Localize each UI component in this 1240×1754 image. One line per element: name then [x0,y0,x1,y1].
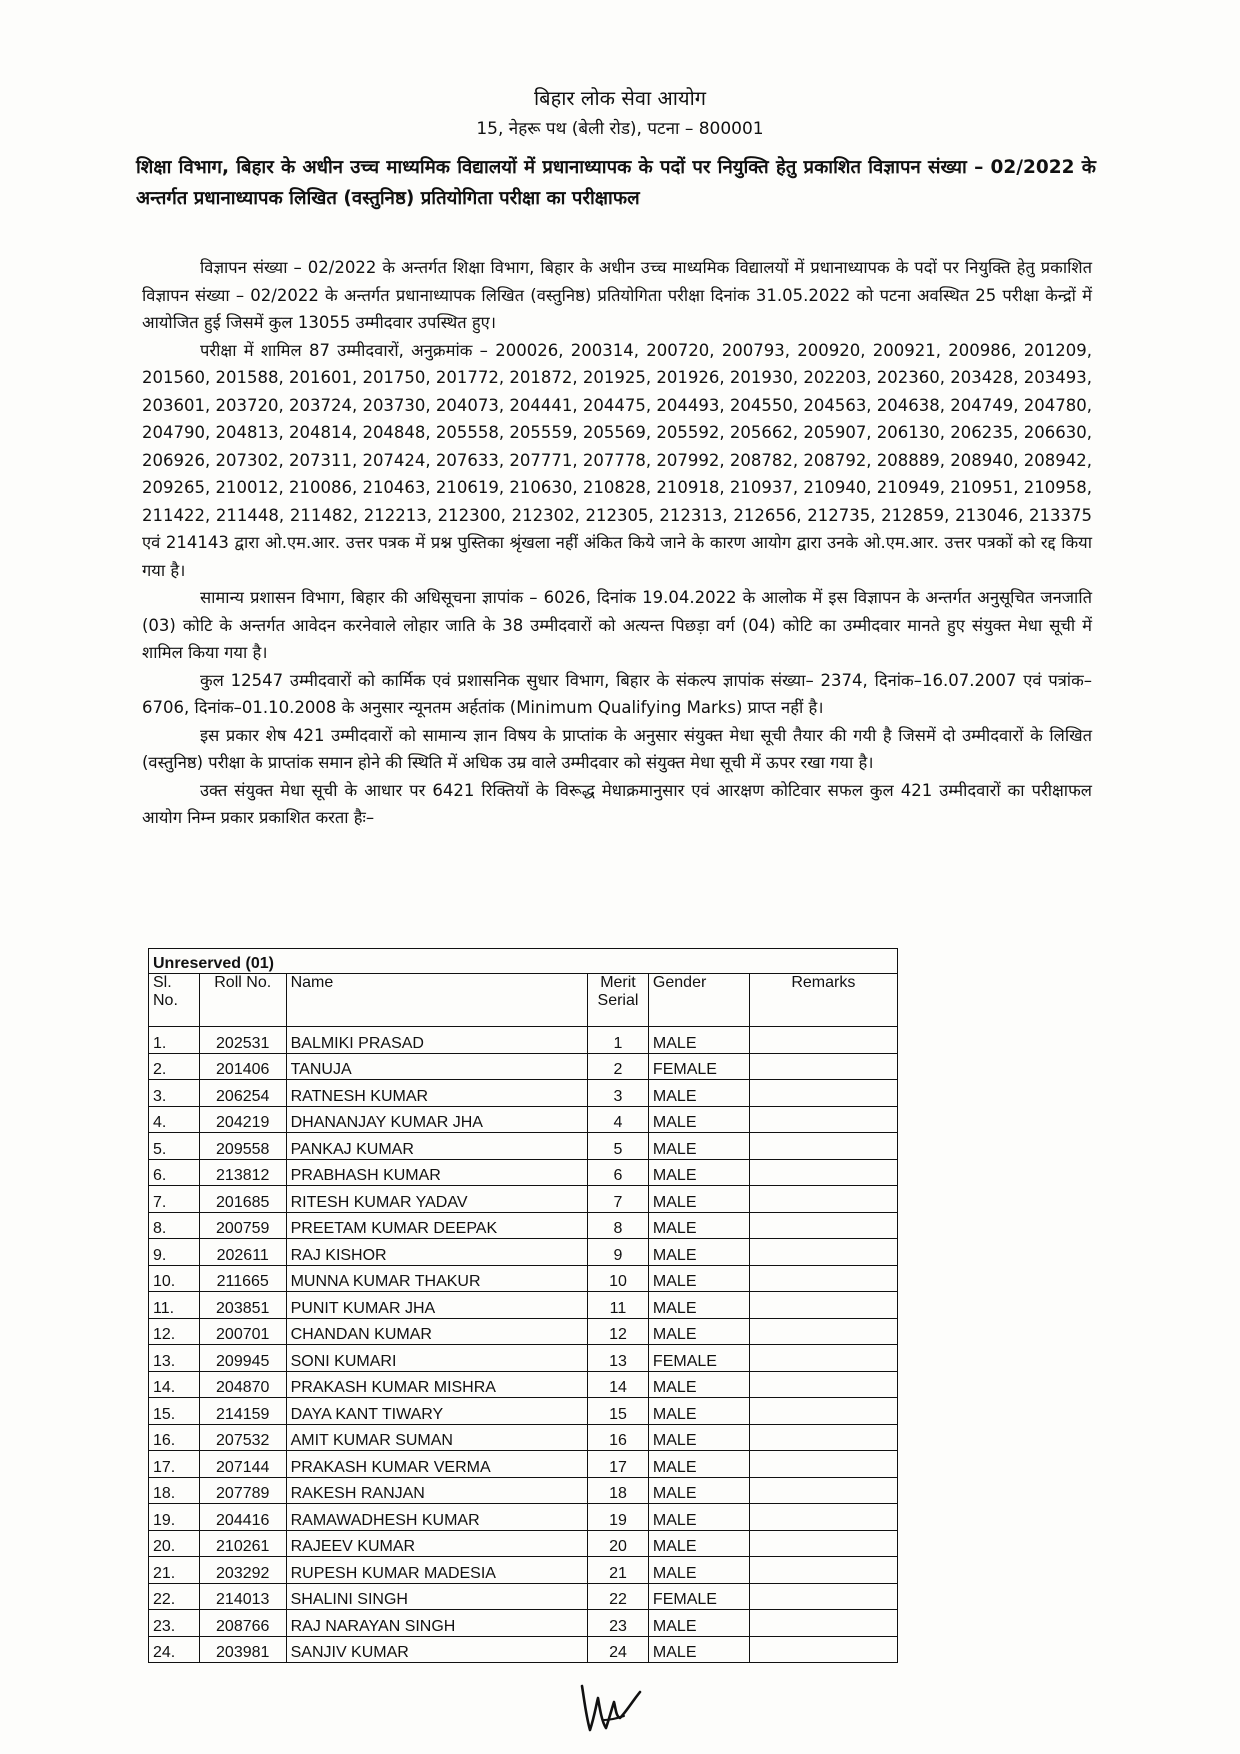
table-row [149,1371,898,1398]
result-table-container [148,948,898,1663]
merit-cell: 14 [588,1371,649,1398]
name-cell: PRAKASH KUMAR VERMA [286,1451,587,1478]
col-header-sl: Sl. No. [149,974,200,1027]
remarks-cell [749,1318,897,1345]
remarks-cell [749,1186,897,1213]
name-cell: SANJIV KUMAR [286,1636,587,1663]
roll-cell: 209945 [199,1345,286,1372]
merit-cell: 12 [588,1318,649,1345]
gender-cell: MALE [648,1080,749,1107]
sl-cell: 19. [149,1504,200,1531]
sl-cell: 2. [149,1053,200,1080]
table-body [149,1027,898,1663]
name-cell: AMIT KUMAR SUMAN [286,1424,587,1451]
name-cell: SHALINI SINGH [286,1583,587,1610]
roll-cell: 207532 [199,1424,286,1451]
merit-cell: 11 [588,1292,649,1319]
table-row [149,1053,898,1080]
roll-cell: 200759 [199,1212,286,1239]
table-row [149,1398,898,1425]
sl-cell: 20. [149,1530,200,1557]
col-header-remarks: Remarks [749,974,897,1027]
name-cell: PANKAJ KUMAR [286,1133,587,1160]
merit-cell: 19 [588,1504,649,1531]
roll-cell: 214013 [199,1583,286,1610]
name-cell: TANUJA [286,1053,587,1080]
table-row [149,1451,898,1478]
table-row [149,1212,898,1239]
remarks-cell [749,1106,897,1133]
paragraph-4: कुल 12547 उम्मीदवारों को कार्मिक एवं प्रशासनिक सुधार विभाग, बिहार के संकल्प ज्ञापांक संख्या– 2374, दिनांक–16.07.2007 एवं पत्रांक– 6706, दिनांक–01.10.2008 के अनुसार न्यूनतम अर्हतांक (Minimum Qualifying Marks) प्राप्त नहीं है। [142,670,1092,717]
col-header-merit: Merit Serial [588,974,649,1027]
roll-cell: 206254 [199,1080,286,1107]
roll-cell: 208766 [199,1610,286,1637]
roll-cell: 201406 [199,1053,286,1080]
gender-cell: MALE [648,1371,749,1398]
name-cell: CHANDAN KUMAR [286,1318,587,1345]
sl-cell: 10. [149,1265,200,1292]
name-cell: BALMIKI PRASAD [286,1027,587,1054]
name-cell: RUPESH KUMAR MADESIA [286,1557,587,1584]
merit-cell: 7 [588,1186,649,1213]
merit-cell: 15 [588,1398,649,1425]
table-row [149,1106,898,1133]
table-row [149,1424,898,1451]
remarks-cell [749,1451,897,1478]
remarks-cell [749,1080,897,1107]
paragraph-5: इस प्रकार शेष 421 उम्मीदवारों को सामान्य ज्ञान विषय के प्राप्तांक के अनुसार संयुक्त मेधा सूची तैयार की गयी है जिसमें दो उम्मीदवारों के लिखित (वस्तुनिष्ठ) परीक्षा के प्राप्तांक समान होने की स्थिति में अधिक उम्र वाले उम्मीदवार को संयुक्त मेधा सूची में ऊपर रखा गया है। [142,725,1092,772]
merit-cell: 6 [588,1159,649,1186]
header-row [149,974,898,1027]
roll-cell: 204870 [199,1371,286,1398]
name-cell: RAJ NARAYAN SINGH [286,1610,587,1637]
sl-cell: 7. [149,1186,200,1213]
remarks-cell [749,1212,897,1239]
paragraph-2: परीक्षा में शामिल 87 उम्मीदवारों, अनुक्रमांक – 200026, 200314, 200720, 200793, 200920, 200921, 200986, 201209, 201560, 201588, 201601, 201750, 201772, 201872, 201925, 201926, 201930, 202203, 202360, 203428, 203493, 203601, 203720, 203724, 203730, 204073, 204441, 204475, 204493, 204550, 204563, 204638, 204749, 204780, 204790, 204813, 204814, 204848, 205558, 205559, 205569, 205592, 205662, 205907, 206130, 206235, 206630, 206926, 207302, 207311, 207424, 207633, 207771, 207778, 207992, 208782, 208792, 208889, 208940, 208942, 209265, 210012, 210086, 210463, 210619, 210630, 210828, 210918, 210937, 210940, 210949, 210951, 210958, 211422, 211448, 211482, 212213, 212300, 212302, 212305, 212313, 212656, 212735, 212859, 213046, 213375 एवं 214143 द्वारा ओ.एम.आर. उत्तर पत्रक में प्रश्न पुस्तिका श्रृंखला नहीं अंकित किये जाने के कारण आयोग द्वारा उनके ओ.एम.आर. उत्तर पत्रकों को रद्द किया गया है। [142,340,1092,580]
remarks-cell [749,1610,897,1637]
roll-cell: 213812 [199,1159,286,1186]
gender-cell: MALE [648,1530,749,1557]
table-row [149,1530,898,1557]
sl-cell: 5. [149,1133,200,1160]
gender-cell: FEMALE [648,1053,749,1080]
gender-cell: MALE [648,1027,749,1054]
paragraph-1: विज्ञापन संख्या – 02/2022 के अन्तर्गत शिक्षा विभाग, बिहार के अधीन उच्च माध्यमिक विद्यालयों में प्रधानाध्यापक के पदों पर नियुक्ति हेतु प्रकाशित विज्ञापन संख्या – 02/2022 के अन्तर्गत प्रधानाध्यापक लिखित (वस्तुनिष्ठ) प्रतियोगिता परीक्षा दिनांक 31.05.2022 को पटना अवस्थित 25 परीक्षा केन्द्रों में आयोजित हुई जिसमें कुल 13055 उम्मीदवार उपस्थित हुए। [142,258,1092,332]
sl-cell: 17. [149,1451,200,1478]
gender-cell: MALE [648,1318,749,1345]
sl-cell: 8. [149,1212,200,1239]
table-row [149,1133,898,1160]
remarks-cell [749,1345,897,1372]
roll-cell: 203292 [199,1557,286,1584]
roll-cell: 211665 [199,1265,286,1292]
remarks-cell [749,1265,897,1292]
gender-cell: MALE [648,1159,749,1186]
name-cell: PRAKASH KUMAR MISHRA [286,1371,587,1398]
sl-cell: 4. [149,1106,200,1133]
remarks-cell [749,1557,897,1584]
remarks-cell [749,1504,897,1531]
name-cell: RAJEEV KUMAR [286,1530,587,1557]
merit-cell: 24 [588,1636,649,1663]
gender-cell: MALE [648,1636,749,1663]
table-row [149,1636,898,1663]
name-cell: DAYA KANT TIWARY [286,1398,587,1425]
remarks-cell [749,1636,897,1663]
remarks-cell [749,1371,897,1398]
table-row [149,1080,898,1107]
result-table [148,948,898,1663]
table-row [149,1318,898,1345]
remarks-cell [749,1292,897,1319]
sl-cell: 24. [149,1636,200,1663]
roll-cell: 204219 [199,1106,286,1133]
merit-cell: 23 [588,1610,649,1637]
paragraph-3: सामान्य प्रशासन विभाग, बिहार की अधिसूचना ज्ञापांक – 6026, दिनांक 19.04.2022 के आलोक में इस विज्ञापन के अन्तर्गत अनुसूचित जनजाति (03) कोटि के अन्तर्गत आवेदन करनेवाले लोहार जाति के 38 उम्मीदवारों को अत्यन्त पिछड़ा वर्ग (04) कोटि का उम्मीदवार मानते हुए संयुक्त मेधा सूची में शामिल किया गया है। [142,588,1092,662]
gender-cell: MALE [648,1186,749,1213]
paragraph-6: उक्त संयुक्त मेधा सूची के आधार पर 6421 रिक्तियों के विरूद्ध मेधाक्रमानुसार एवं आरक्षण कोटिवार सफल कुल 421 उम्मीदवारों का परीक्षाफल आयोग निम्न प्रकार प्रकाशित करता हैः– [142,780,1092,827]
table-row [149,1504,898,1531]
sl-cell: 1. [149,1027,200,1054]
gender-cell: FEMALE [648,1583,749,1610]
table-row [149,1239,898,1266]
name-cell: RAJ KISHOR [286,1239,587,1266]
roll-cell: 202531 [199,1027,286,1054]
roll-cell: 207144 [199,1451,286,1478]
merit-cell: 16 [588,1424,649,1451]
gender-cell: MALE [648,1398,749,1425]
roll-cell: 214159 [199,1398,286,1425]
merit-cell: 22 [588,1583,649,1610]
remarks-cell [749,1398,897,1425]
sl-cell: 22. [149,1583,200,1610]
gender-cell: MALE [648,1504,749,1531]
roll-cell: 209558 [199,1133,286,1160]
gender-cell: MALE [648,1265,749,1292]
category-row [149,949,898,974]
remarks-cell [749,1239,897,1266]
merit-cell: 13 [588,1345,649,1372]
table-row [149,1159,898,1186]
remarks-cell [749,1424,897,1451]
gender-cell: MALE [648,1239,749,1266]
remarks-cell [749,1053,897,1080]
merit-cell: 10 [588,1265,649,1292]
roll-cell: 202611 [199,1239,286,1266]
roll-cell: 203851 [199,1292,286,1319]
col-header-name: Name [286,974,587,1027]
name-cell: RATNESH KUMAR [286,1080,587,1107]
merit-cell: 1 [588,1027,649,1054]
table-row [149,1583,898,1610]
name-cell: PRABHASH KUMAR [286,1159,587,1186]
remarks-cell [749,1027,897,1054]
remarks-cell [749,1583,897,1610]
body-text [142,254,1092,832]
roll-cell: 207789 [199,1477,286,1504]
name-cell: PUNIT KUMAR JHA [286,1292,587,1319]
sl-cell: 16. [149,1424,200,1451]
gender-cell: MALE [648,1292,749,1319]
remarks-cell [749,1477,897,1504]
sl-cell: 11. [149,1292,200,1319]
name-cell: RAMAWADHESH KUMAR [286,1504,587,1531]
table-row [149,1265,898,1292]
merit-cell: 17 [588,1451,649,1478]
remarks-cell [749,1159,897,1186]
gender-cell: MALE [648,1424,749,1451]
subject-heading: शिक्षा विभाग, बिहार के अधीन उच्च माध्यमिक विद्यालयों में प्रधानाध्यापक के पदों पर नियुक्ति हेतु प्रकाशित विज्ञापन संख्या – 02/2022 के अन्तर्गत प्रधानाध्यापक लिखित (वस्तुनिष्ठ) प्रतियोगिता परीक्षा का परीक्षाफल [136,157,1096,209]
col-header-roll: Roll No. [199,974,286,1027]
name-cell: SONI KUMARI [286,1345,587,1372]
roll-cell: 210261 [199,1530,286,1557]
merit-cell: 18 [588,1477,649,1504]
sl-cell: 23. [149,1610,200,1637]
table-row [149,1557,898,1584]
remarks-cell [749,1530,897,1557]
table-row [149,1477,898,1504]
name-cell: RAKESH RANJAN [286,1477,587,1504]
roll-cell: 204416 [199,1504,286,1531]
merit-cell: 21 [588,1557,649,1584]
merit-cell: 20 [588,1530,649,1557]
name-cell: PREETAM KUMAR DEEPAK [286,1212,587,1239]
gender-cell: MALE [648,1451,749,1478]
merit-cell: 8 [588,1212,649,1239]
gender-cell: MALE [648,1477,749,1504]
gender-cell: MALE [648,1106,749,1133]
table-row [149,1027,898,1054]
col-header-gender: Gender [648,974,749,1027]
category-label: Unreserved (01) [149,949,898,974]
remarks-cell [749,1133,897,1160]
handwritten-signature-icon [574,1676,644,1740]
name-cell: DHANANJAY KUMAR JHA [286,1106,587,1133]
sl-cell: 21. [149,1557,200,1584]
gender-cell: MALE [648,1557,749,1584]
roll-cell: 200701 [199,1318,286,1345]
roll-cell: 201685 [199,1186,286,1213]
gender-cell: MALE [648,1133,749,1160]
sl-cell: 9. [149,1239,200,1266]
sl-cell: 18. [149,1477,200,1504]
merit-cell: 3 [588,1080,649,1107]
sl-cell: 6. [149,1159,200,1186]
sl-cell: 13. [149,1345,200,1372]
table-row [149,1292,898,1319]
org-title: बिहार लोक सेवा आयोग [533,86,707,110]
merit-cell: 2 [588,1053,649,1080]
table-row [149,1345,898,1372]
table-row [149,1186,898,1213]
gender-cell: FEMALE [648,1345,749,1372]
gender-cell: MALE [648,1212,749,1239]
org-address: 15, नेहरू पथ (बेली रोड), पटना – 800001 [476,119,764,139]
sl-cell: 15. [149,1398,200,1425]
merit-cell: 9 [588,1239,649,1266]
table-row [149,1610,898,1637]
gender-cell: MALE [648,1610,749,1637]
sl-cell: 14. [149,1371,200,1398]
sl-cell: 3. [149,1080,200,1107]
roll-cell: 203981 [199,1636,286,1663]
merit-cell: 5 [588,1133,649,1160]
merit-cell: 4 [588,1106,649,1133]
name-cell: MUNNA KUMAR THAKUR [286,1265,587,1292]
name-cell: RITESH KUMAR YADAV [286,1186,587,1213]
sl-cell: 12. [149,1318,200,1345]
